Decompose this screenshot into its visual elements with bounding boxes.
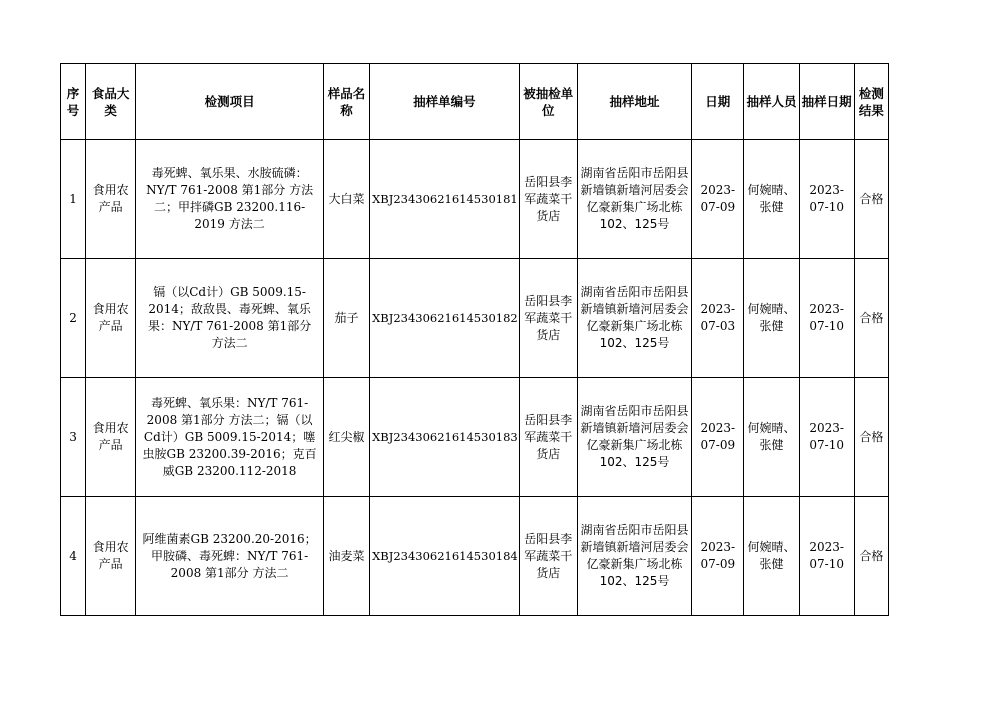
cell-staff: 何婉晴、张健 [744, 140, 799, 259]
header-row [61, 64, 889, 140]
cell-date: 2023-07-03 [692, 259, 744, 378]
cell-staff: 何婉晴、张健 [744, 497, 799, 616]
cell-code: XBJ23430621614530181 [370, 140, 520, 259]
cell-no: 3 [61, 378, 86, 497]
cell-result: 合格 [854, 140, 888, 259]
header-result: 检测结果 [854, 64, 888, 140]
cell-items: 镉（以Cd计）GB 5009.15-2014；敌敌畏、毒死蜱、氧乐果：NY/T 761-2008 第1部分 方法二 [136, 259, 324, 378]
cell-items: 阿维菌素GB 23200.20-2016；甲胺磷、毒死蜱：NY/T 761-2008 第1部分 方法二 [136, 497, 324, 616]
cell-sample-date: 2023-07-10 [799, 140, 854, 259]
cell-code: XBJ23430621614530182 [370, 259, 520, 378]
cell-sample-date: 2023-07-10 [799, 378, 854, 497]
cell-sample-date: 2023-07-10 [799, 259, 854, 378]
cell-items: 毒死蜱、氧乐果：NY/T 761-2008 第1部分 方法二；镉（以Cd计）GB 5009.15-2014；噻虫胺GB 23200.39-2016；克百威GB 23200.112-2018 [136, 378, 324, 497]
cell-code: XBJ23430621614530183 [370, 378, 520, 497]
header-sample-date: 抽样日期 [799, 64, 854, 140]
header-sample: 样品名称 [323, 64, 369, 140]
table-row [61, 140, 889, 259]
cell-no: 4 [61, 497, 86, 616]
header-items: 检测项目 [136, 64, 324, 140]
header-address: 抽样地址 [577, 64, 691, 140]
cell-result: 合格 [854, 497, 888, 616]
cell-category: 食用农产品 [86, 497, 136, 616]
header-staff: 抽样人员 [744, 64, 799, 140]
table-row [61, 378, 889, 497]
cell-unit: 岳阳县李军蔬菜干货店 [519, 140, 577, 259]
cell-address: 湖南省岳阳市岳阳县新墙镇新墙河居委会亿豪新集广场北栋102、125号 [577, 378, 691, 497]
cell-address: 湖南省岳阳市岳阳县新墙镇新墙河居委会亿豪新集广场北栋102、125号 [577, 497, 691, 616]
cell-date: 2023-07-09 [692, 140, 744, 259]
cell-staff: 何婉晴、张健 [744, 378, 799, 497]
cell-sample: 大白菜 [323, 140, 369, 259]
cell-address: 湖南省岳阳市岳阳县新墙镇新墙河居委会亿豪新集广场北栋102、125号 [577, 140, 691, 259]
table-row [61, 497, 889, 616]
cell-date: 2023-07-09 [692, 497, 744, 616]
inspection-table [60, 63, 889, 616]
cell-staff: 何婉晴、张健 [744, 259, 799, 378]
cell-category: 食用农产品 [86, 259, 136, 378]
header-no: 序号 [61, 64, 86, 140]
cell-sample-date: 2023-07-10 [799, 497, 854, 616]
cell-unit: 岳阳县李军蔬菜干货店 [519, 259, 577, 378]
cell-sample: 茄子 [323, 259, 369, 378]
cell-no: 1 [61, 140, 86, 259]
header-unit: 被抽检单位 [519, 64, 577, 140]
cell-address: 湖南省岳阳市岳阳县新墙镇新墙河居委会亿豪新集广场北栋102、125号 [577, 259, 691, 378]
cell-no: 2 [61, 259, 86, 378]
cell-category: 食用农产品 [86, 378, 136, 497]
cell-items: 毒死蜱、氧乐果、水胺硫磷：NY/T 761-2008 第1部分 方法二；甲拌磷GB 23200.116-2019 方法二 [136, 140, 324, 259]
header-category: 食品大类 [86, 64, 136, 140]
table-row [61, 259, 889, 378]
cell-unit: 岳阳县李军蔬菜干货店 [519, 497, 577, 616]
cell-unit: 岳阳县李军蔬菜干货店 [519, 378, 577, 497]
cell-result: 合格 [854, 259, 888, 378]
cell-sample: 红尖椒 [323, 378, 369, 497]
cell-date: 2023-07-09 [692, 378, 744, 497]
cell-result: 合格 [854, 378, 888, 497]
header-code: 抽样单编号 [370, 64, 520, 140]
cell-sample: 油麦菜 [323, 497, 369, 616]
cell-category: 食用农产品 [86, 140, 136, 259]
cell-code: XBJ23430621614530184 [370, 497, 520, 616]
header-date: 日期 [692, 64, 744, 140]
